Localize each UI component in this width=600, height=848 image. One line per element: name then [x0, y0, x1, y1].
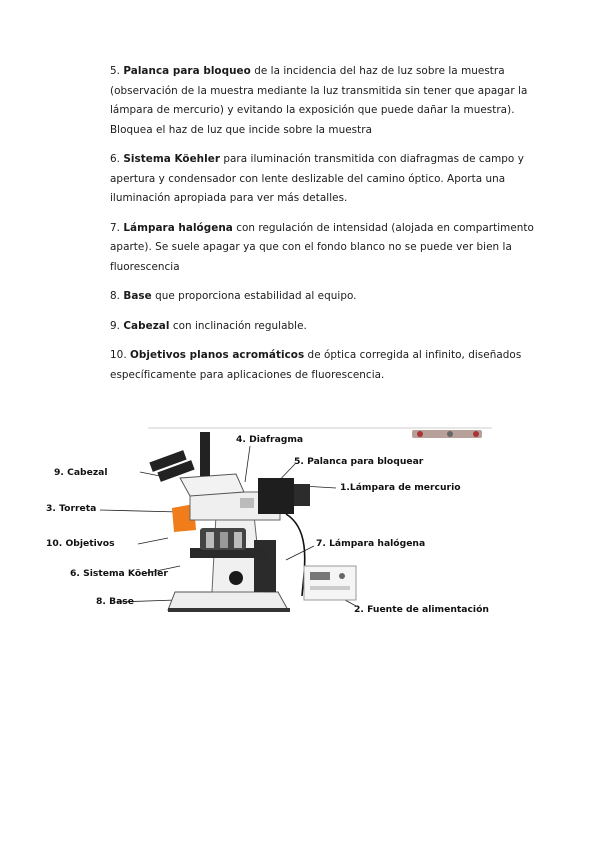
item-description: con regulación de intensidad (alojada en compartimento aparte). Se suele apagar ya que con el fondo blanco no se puede ver bien la fluorescencia — [110, 221, 534, 273]
label-mercurio: 1.Lámpara de mercurio — [340, 482, 461, 493]
item-description: con inclinación regulable. — [169, 319, 307, 332]
accessory-icon — [412, 430, 482, 438]
item-number: 9. — [110, 319, 121, 332]
paragraph-base — [110, 287, 540, 307]
power-supply — [304, 566, 356, 600]
document-body — [110, 62, 540, 395]
item-term: Lámpara halógena — [123, 221, 233, 234]
item-term: Objetivos planos acromáticos — [130, 349, 305, 361]
item-number: 5. — [110, 65, 121, 77]
item-number: 6. — [110, 153, 121, 165]
item-description: de la incidencia del haz de luz sobre la muestra (observación de la muestra mediante la luz transmitida sin tener que apagar la lámpara de mercurio) y evitando la exposición que puede dañar la muestra). Bloquea el haz de luz que incide sobre la muestra — [110, 65, 528, 136]
paragraph-cabezal — [110, 317, 540, 337]
item-description: de óptica corregida al infinito, diseñados específicamente para aplicaciones de fluorescencia. — [110, 349, 522, 381]
label-palanca: 5. Palanca para bloquear — [294, 456, 424, 467]
paragraph-halogena — [110, 219, 540, 278]
label-diafragma: 4. Diafragma — [236, 434, 304, 445]
item-number: 10. — [110, 349, 127, 361]
paragraph-palanca — [110, 62, 540, 140]
label-objetivos: 10. Objetivos — [46, 538, 115, 549]
item-number: 7. — [110, 221, 121, 234]
paragraph-objetivos — [110, 346, 540, 385]
label-cabezal: 9. Cabezal — [54, 467, 108, 478]
label-torreta: 3. Torreta — [46, 503, 97, 514]
paragraph-kohler — [110, 150, 540, 209]
microscope-figure — [40, 420, 500, 620]
item-term: Cabezal — [123, 319, 170, 332]
item-term: Palanca para bloqueo — [123, 65, 251, 77]
item-description: que proporciona estabilidad al equipo. — [151, 290, 357, 302]
item-description: para iluminación transmitida con diafragmas de campo y apertura y condensador con lente deslizable del camino óptico. Aporta una iluminación apropiada para ver más detalles. — [110, 153, 524, 204]
item-term: Sistema Köehler — [123, 153, 221, 165]
label-fuente: 2. Fuente de alimentación — [354, 604, 489, 615]
label-halogena: 7. Lámpara halógena — [316, 538, 426, 549]
label-base: 8. Base — [96, 596, 134, 607]
item-term: Base — [123, 290, 152, 302]
item-number: 8. — [110, 290, 121, 302]
microscope-illustration — [40, 420, 500, 620]
label-kohler: 6. Sistema Köehler — [70, 568, 168, 579]
